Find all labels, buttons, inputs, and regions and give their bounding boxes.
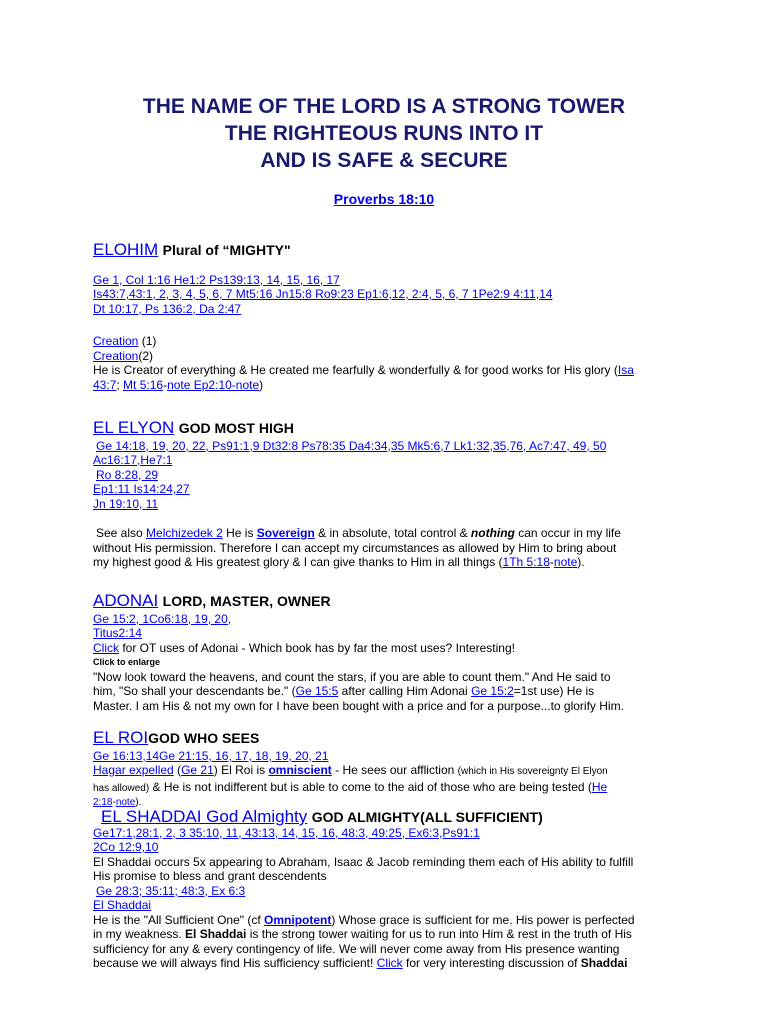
note-link[interactable]: note xyxy=(553,555,578,569)
shaddai-bold: Shaddai xyxy=(580,956,628,970)
shaddai-refs-2[interactable]: 2Co 12:9,10 xyxy=(93,840,159,854)
adonai-heading-link[interactable]: ADONAI xyxy=(93,591,159,610)
text: him, "So shall your descendants be." ( xyxy=(93,684,296,698)
elohim-subtitle: Plural of “MIGHTY" xyxy=(162,242,291,258)
he-link[interactable]: He xyxy=(591,779,608,794)
text: ). xyxy=(135,797,142,808)
creation-link-2[interactable]: Creation xyxy=(93,348,139,363)
elohim-heading-link[interactable]: ELOHIM xyxy=(93,240,159,259)
sep: ; xyxy=(116,377,124,392)
elyon-refs-5[interactable]: Jn 19:10, 11 xyxy=(93,496,159,511)
adonai-section xyxy=(93,591,693,713)
elyon-refs-4[interactable]: Ep1:11 Is14:24,27 xyxy=(93,482,190,496)
adonai-refs-1[interactable]: Ge 15:2, 1Co6:18, 19, 20, xyxy=(93,611,232,626)
elyon-heading-link[interactable]: EL ELYON xyxy=(93,418,175,437)
text: for very interesting discussion of xyxy=(402,956,581,970)
adonai-quote-3: Master. I am His & not my own for I have been bought with a price and for a purpose...to glorify Him. xyxy=(93,698,624,713)
shaddai-text-1: El Shaddai occurs 5x appearing to Abraham, Isaac & Jacob reminding them each of His ability to fulfill xyxy=(93,854,634,869)
creation-2-number: (2) xyxy=(138,348,154,363)
shaddai-text-2: His promise to bless and grant descendents xyxy=(93,869,327,883)
isa-link[interactable]: Isa xyxy=(617,363,634,377)
text: can occur in my life xyxy=(514,526,621,540)
ge-15-2-link[interactable]: Ge 15:2 xyxy=(471,684,514,698)
text: has allowed) xyxy=(93,782,150,794)
paren: ) xyxy=(259,377,264,392)
text: after calling Him Adonai xyxy=(338,684,472,698)
text: He is the "All Sufficient One" (cf xyxy=(93,912,265,927)
shaddai-text-p3: sufficiency for any & every contingency of life. We will never come away from His presence wanting xyxy=(93,941,620,956)
text: is the strong tower waiting for us to run into Him & rest in the truth of His xyxy=(246,927,632,941)
title-line-2: THE RIGHTEOUS RUNS INTO IT xyxy=(224,122,544,145)
elroi-section xyxy=(93,728,693,811)
elroi-refs-1[interactable]: Ge 16:13,14Ge 21:15, 16, 17, 18, 19, 20, 21 xyxy=(93,748,329,763)
proverbs-link[interactable]: Proverbs 18:10 xyxy=(333,191,435,207)
dash: - xyxy=(112,797,116,808)
omnipotent-link[interactable]: Omnipotent xyxy=(264,912,332,927)
page-title xyxy=(0,93,768,174)
note-link[interactable]: note xyxy=(115,797,136,808)
elohim-desc-1: He is Creator of everything & He created me fearfully & wonderfully & for good works for His glory ( xyxy=(93,363,618,377)
dash: - xyxy=(549,555,554,569)
melchizedek-link[interactable]: Melchizedek 2 xyxy=(146,526,223,540)
adonai-refs-2[interactable]: Titus2:14 xyxy=(93,626,142,640)
text: He is xyxy=(222,526,257,540)
text: my highest good & His greatest glory & I can give thanks to Him in all things ( xyxy=(93,555,503,569)
text: ). xyxy=(577,555,585,569)
text: for OT uses of Adonai - Which book has by far the most uses? Interesting! xyxy=(119,640,515,655)
text: ) El Roi is xyxy=(213,763,269,777)
text: ) Whose grace is sufficient for me. His power is perfected xyxy=(331,912,635,927)
elyon-refs-1[interactable]: Ge 14:18, 19, 20, 22, Ps91:1,9 Dt32:8 Ps78:35 Da4:34,35 Mk5:6,7 Lk1:32,35,76, Ac7:47, 49, 50 xyxy=(96,438,607,453)
elroi-heading-link[interactable]: EL ROI xyxy=(93,728,149,747)
he-2-18-link[interactable]: 2:18 xyxy=(93,797,113,808)
elohim-refs-3[interactable]: Dt 10:17, Ps 136:2, Da 2:47 xyxy=(93,301,242,316)
shaddai-subtitle: GOD ALMIGHTY(ALL SUFFICIENT) xyxy=(311,809,543,825)
click-to-enlarge[interactable]: Click to enlarge xyxy=(93,657,161,667)
creation-link-1[interactable]: Creation xyxy=(93,334,139,348)
text: & in absolute, total control & xyxy=(314,526,471,540)
1th-5-18-link[interactable]: 1Th 5:18 xyxy=(502,555,550,569)
title-line-1: THE NAME OF THE LORD IS A STRONG TOWER xyxy=(142,95,626,118)
el-shaddai-bold: El Shaddai xyxy=(185,927,247,941)
text: =1st use) He is xyxy=(513,684,595,698)
shaddai-section xyxy=(93,807,693,971)
elyon-refs-3[interactable]: Ro 8:28, 29 xyxy=(96,467,159,482)
ge-15-5-link[interactable]: Ge 15:5 xyxy=(295,684,339,698)
elohim-refs-2[interactable]: Is43:7,43:1, 2, 3, 4, 5, 6, 7 Mt5:16 Jn15:8 Ro9:23 Ep1:6,12, 2:4, 5, 6, 7 1Pe2:9 4:11,14 xyxy=(93,287,553,301)
shaddai-refs-3[interactable]: Ge 28:3; 35:11; 48:3, Ex 6:3 xyxy=(96,883,246,898)
adonai-click-link[interactable]: Click xyxy=(93,640,119,655)
title-line-3: AND IS SAFE & SECURE xyxy=(260,149,508,172)
hagar-link[interactable]: Hagar expelled xyxy=(93,763,174,777)
text: & He is not indifferent but is able to come to the aid of those who are being tested ( xyxy=(149,779,592,794)
elohim-refs-1[interactable]: Ge 1, Col 1:16 He1:2 Ps139:13, 14, 15, 16, 17 xyxy=(93,272,340,287)
note-ep2-link[interactable]: note Ep2:10-note xyxy=(167,377,260,392)
nothing-emphasis: nothing xyxy=(470,526,515,540)
elohim-section xyxy=(93,240,693,392)
text: See also xyxy=(96,526,147,540)
isa-43-7-link[interactable]: 43:7 xyxy=(93,377,117,392)
creation-1-number: (1) xyxy=(141,334,157,348)
elyon-section xyxy=(93,418,693,570)
adonai-subtitle: LORD, MASTER, OWNER xyxy=(162,593,331,609)
text: in my weakness. xyxy=(93,927,186,941)
text: ( xyxy=(173,763,182,777)
elyon-refs-2[interactable]: Ac16:17,He7:1 xyxy=(93,453,173,467)
dash: - xyxy=(163,377,168,392)
omniscient-link[interactable]: omniscient xyxy=(268,763,332,777)
elyon-text-2: without His permission. Therefore I can accept my circumstances as allowed by Him to bring about xyxy=(93,540,617,555)
shaddai-refs-4[interactable]: El Shaddai xyxy=(93,898,152,912)
shaddai-click-link[interactable]: Click xyxy=(376,956,403,970)
text: because we will always find His sufficiency sufficient! xyxy=(93,956,377,970)
shaddai-refs-1[interactable]: Ge17:1,28:1, 2, 3 35:10, 11, 43:13, 14, 15, 16, 48:3, 49:25, Ex6:3,Ps91:1 xyxy=(93,825,480,840)
text: - He sees our affliction xyxy=(331,763,458,777)
mt-5-16-link[interactable]: Mt 5:16 xyxy=(123,377,164,392)
shaddai-heading-link[interactable]: EL SHADDAI God Almighty xyxy=(101,807,308,826)
text: (which in His sovereignty El Elyon xyxy=(457,766,608,777)
elroi-subtitle: GOD WHO SEES xyxy=(148,730,260,746)
adonai-quote-1: "Now look toward the heavens, and count the stars, if you are able to count them." And He said to xyxy=(93,669,611,684)
sovereign-link[interactable]: Sovereign xyxy=(256,526,315,540)
ge-21-link[interactable]: Ge 21 xyxy=(181,763,214,777)
elyon-subtitle: GOD MOST HIGH xyxy=(178,420,294,436)
